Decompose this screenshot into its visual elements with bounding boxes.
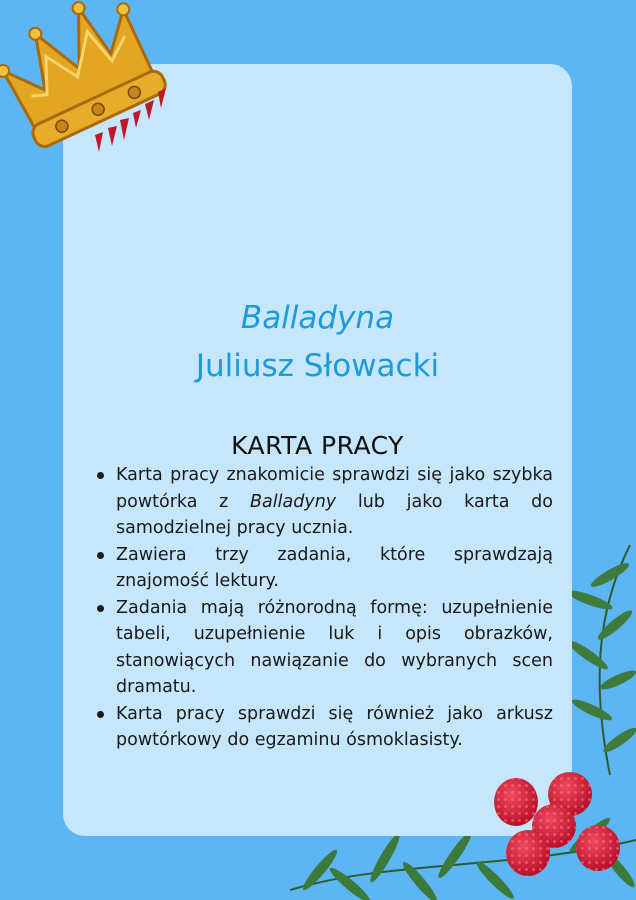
author-name: Juliusz Słowacki [195, 348, 440, 384]
list-item: Karta pracy znakomicie sprawdzi się jako szybka powtórka z Balladyny lub jako karta do samodzielnej pracy ucznia. [116, 462, 553, 542]
document-title: Balladyna [240, 300, 395, 336]
worksheet-heading: KARTA PRACY [231, 431, 404, 460]
feature-list [116, 462, 553, 754]
list-item: Zawiera trzy zadania, które sprawdzają znajomość lektury. [116, 542, 553, 595]
list-item: Karta pracy sprawdzi się również jako arkusz powtórkowy do egzaminu ósmoklasisty. [116, 701, 553, 754]
book-title-emphasis: Balladyny [250, 491, 337, 512]
bullet-icon [97, 472, 104, 479]
bullet-icon [97, 711, 104, 718]
bullet-icon [97, 605, 104, 612]
crown-icon [0, 0, 180, 160]
raspberry-icon [488, 768, 628, 880]
bullet-icon [97, 552, 104, 559]
list-item: Zadania mają różnorodną formę: uzupełnienie tabeli, uzupełnienie luk i opis obrazków, stanowiących nawiązanie do wybranych scen dramatu. [116, 595, 553, 701]
